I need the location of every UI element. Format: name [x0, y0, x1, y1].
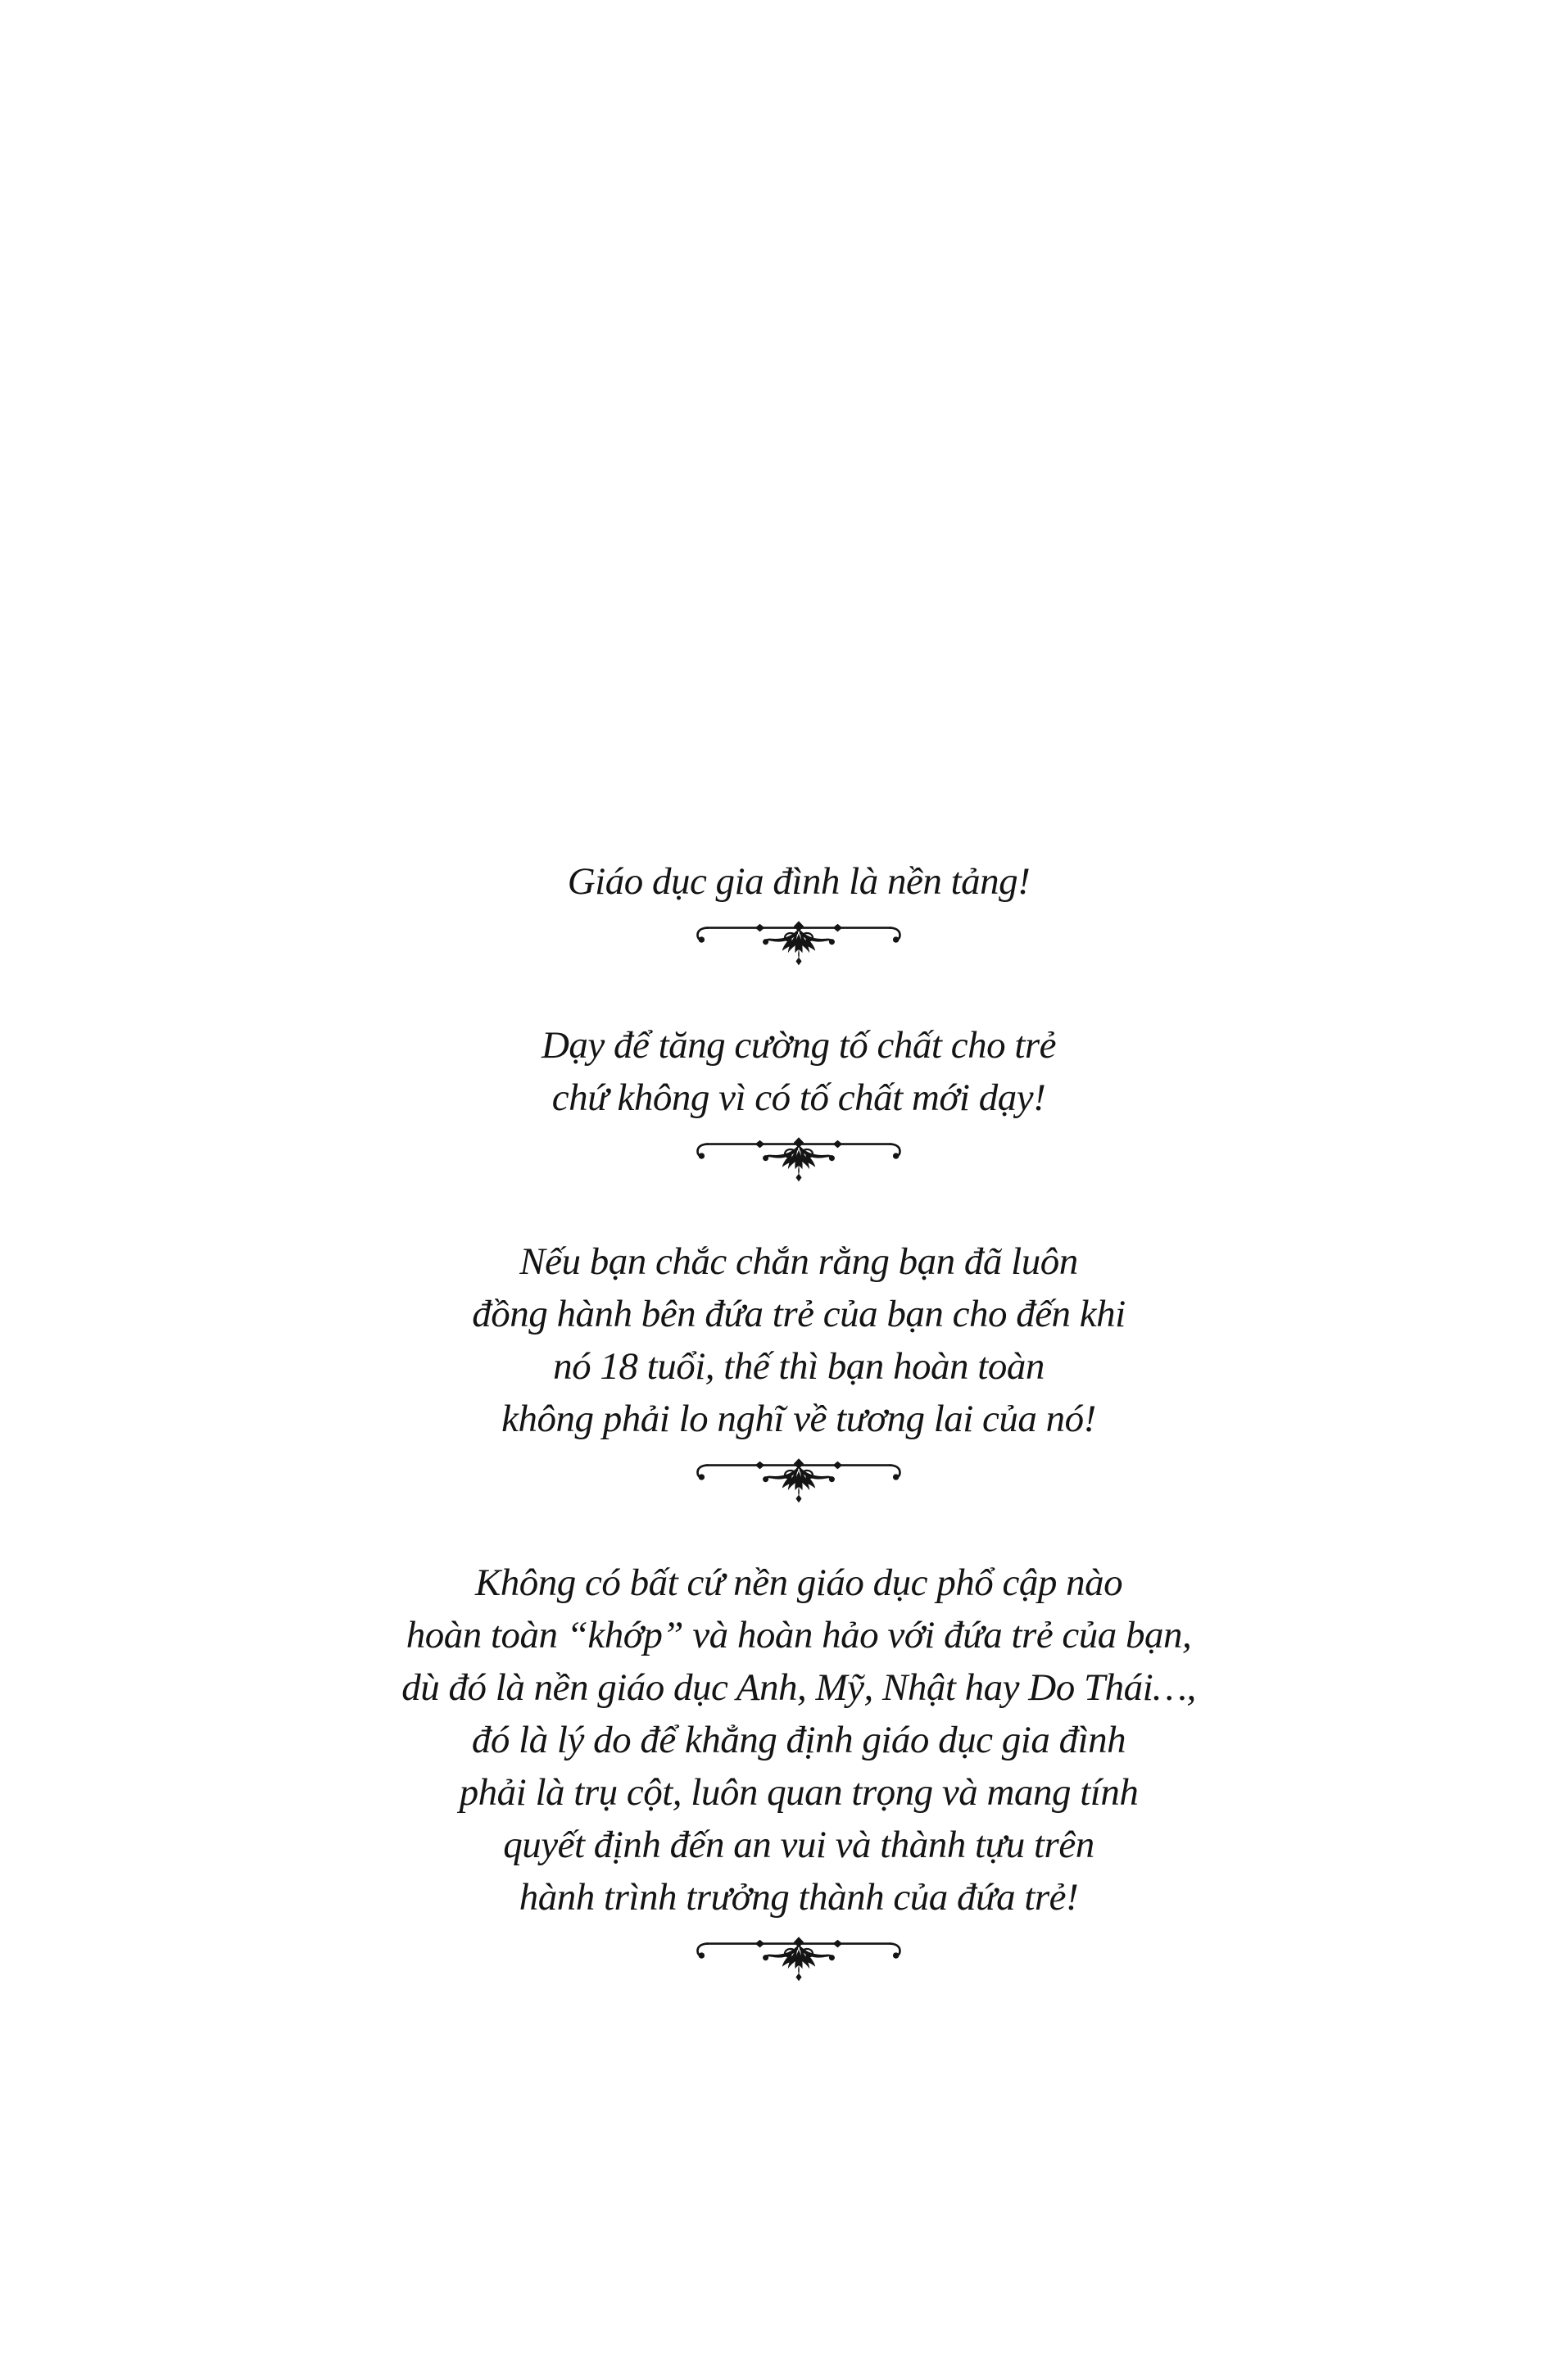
quote-line: hoàn toàn “khớp” và hoàn hảo với đứa trẻ của bạn, — [406, 1614, 1192, 1656]
quote-line: đó là lý do để khẳng định giáo dục gia đình — [471, 1719, 1126, 1761]
quote-line: chứ không vì có tố chất mới dạy! — [551, 1076, 1046, 1119]
quote-line: Dạy để tăng cường tố chất cho trẻ — [541, 1024, 1057, 1067]
quote-block-3 — [29, 1235, 1568, 1504]
fleuron-divider-icon — [679, 1457, 918, 1504]
quote-line: Nếu bạn chắc chắn rằng bạn đã luôn — [519, 1240, 1078, 1283]
quote-line: nó 18 tuổi, thế thì bạn hoàn toàn — [553, 1345, 1045, 1388]
quote-line: hành trình trưởng thành của đứa trẻ! — [519, 1876, 1079, 1919]
fleuron-divider-icon — [679, 919, 918, 967]
quote-block-1 — [29, 855, 1568, 967]
fleuron-divider-icon — [679, 1135, 918, 1183]
quote-line: Giáo dục gia đình là nền tảng! — [567, 860, 1031, 903]
quote-block-2 — [29, 1019, 1568, 1183]
fleuron-divider-icon — [679, 1935, 918, 1983]
quote-line: không phải lo nghĩ về tương lai của nó! — [501, 1398, 1096, 1440]
quote-line: đồng hành bên đứa trẻ của bạn cho đến khi — [472, 1293, 1126, 1335]
quote-line: phải là trụ cột, luôn quan trọng và mang tính — [459, 1771, 1139, 1814]
quote-line: quyết định đến an vui và thành tựu trên — [503, 1824, 1094, 1866]
quote-line: dù đó là nền giáo dục Anh, Mỹ, Nhật hay Do Thái…, — [401, 1666, 1196, 1709]
quote-block-4 — [29, 1557, 1568, 1983]
quote-line: Không có bất cứ nền giáo dục phổ cập nào — [474, 1561, 1123, 1604]
